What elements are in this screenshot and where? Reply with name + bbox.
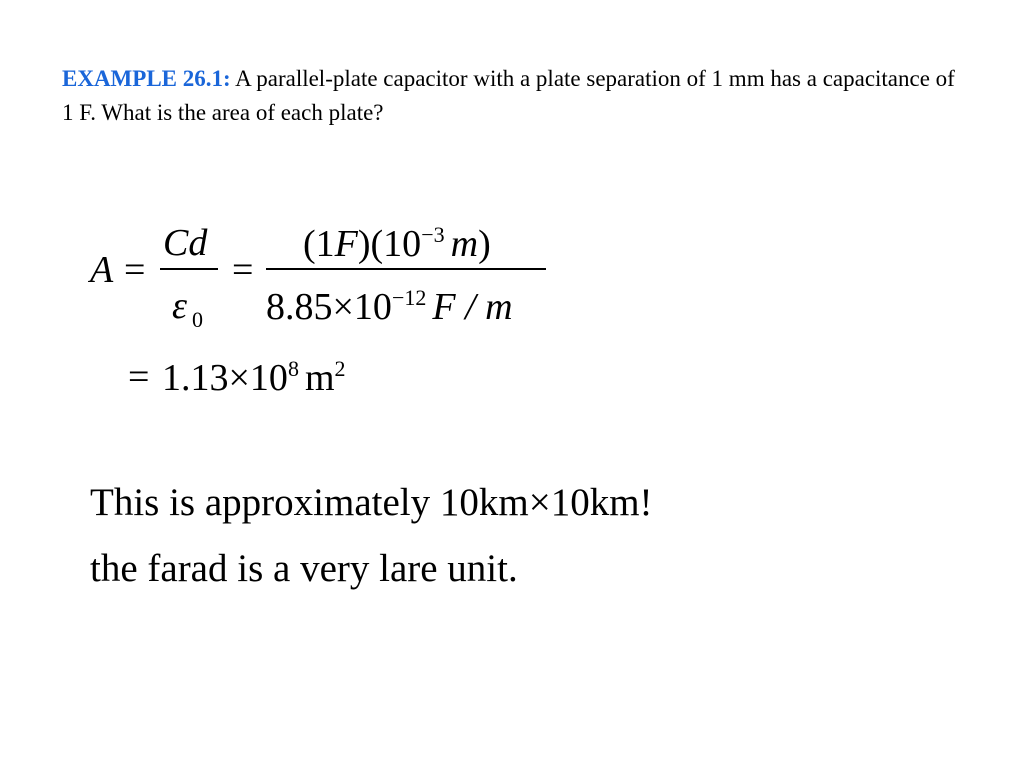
- result-exponent: 8: [287, 356, 299, 381]
- problem-statement: [62, 62, 962, 130]
- num-close: ): [478, 223, 491, 265]
- eq-lhs: A: [90, 249, 114, 291]
- result-value: [162, 358, 346, 397]
- den-unit: F / m: [432, 286, 513, 328]
- eq-equals-1: =: [124, 249, 146, 291]
- result-unit: m: [304, 357, 335, 399]
- result-unit-exponent: 2: [334, 356, 346, 381]
- note-line-1: This is approximately 10km×10km!: [90, 481, 653, 524]
- num-farad: F: [334, 223, 358, 265]
- frac1-bar: [160, 268, 218, 270]
- eq-equals-2: =: [232, 249, 254, 291]
- num-meter: m: [450, 223, 479, 265]
- den-mantissa: 8.85×10: [266, 286, 392, 328]
- num-exponent: −3: [421, 222, 445, 247]
- frac1-denominator-epsilon: ε: [172, 285, 187, 327]
- den-exponent: −12: [391, 285, 427, 310]
- result-mantissa: 1.13×10: [162, 357, 288, 399]
- frac2-numerator: [303, 224, 491, 263]
- frac1-numerator: Cd: [163, 222, 208, 264]
- example-label: EXAMPLE 26.1:: [62, 66, 231, 91]
- frac2-denominator: [266, 287, 513, 326]
- problem-text: A parallel-plate capacitor with a plate separation of 1 mm has a capacitance of 1 F. What is the area of each plate?: [62, 66, 955, 125]
- frac1-denominator-subscript: 0: [192, 307, 203, 332]
- result-equals: =: [128, 356, 150, 398]
- frac2-bar: [266, 268, 546, 270]
- note-line-2: the farad is a very lare unit.: [90, 547, 518, 590]
- num-open: (1: [303, 223, 335, 265]
- num-ten: )(10: [357, 223, 422, 265]
